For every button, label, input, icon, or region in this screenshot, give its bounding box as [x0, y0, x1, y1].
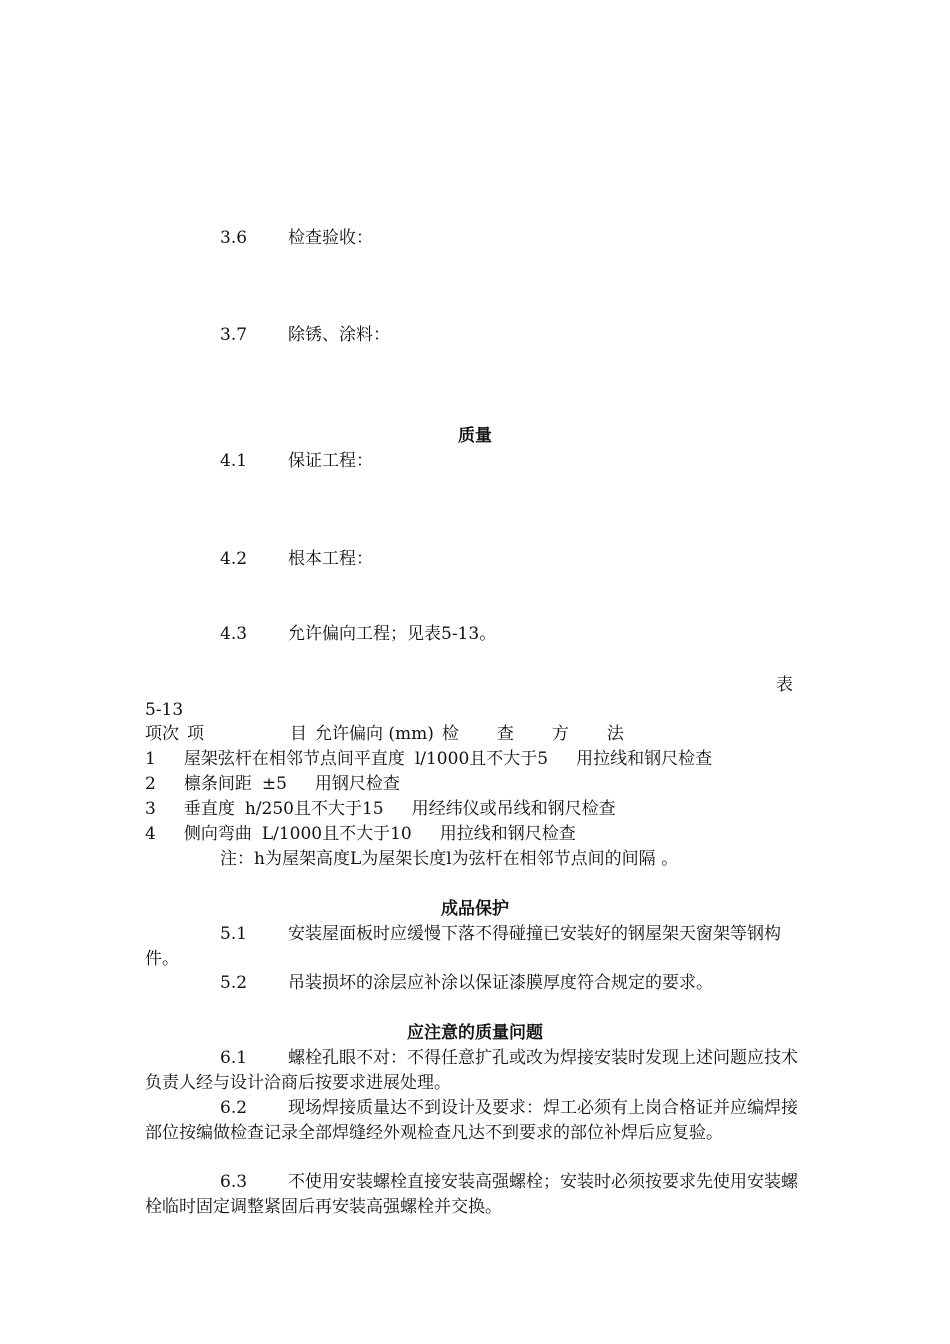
section-6-1: [145, 1046, 805, 1096]
section-text: 不使用安装螺栓直接安装高强螺栓；安装时必须按要求先使用安装螺栓临时固定调整紧固后再安装高强螺栓并交换。: [145, 1172, 798, 1217]
table-caption-number: 5-13: [145, 700, 184, 720]
section-6-3: [145, 1170, 805, 1220]
section-number: 6.2: [220, 1098, 248, 1118]
row-method: 用经纬仪或吊线和钢尺检查: [411, 799, 616, 819]
section-text: 保证工程：: [288, 451, 373, 471]
row-no: 3: [145, 799, 156, 819]
section-6-2: [145, 1096, 805, 1146]
section-number: 3.7: [220, 325, 248, 345]
protection-heading: 成品保护: [441, 899, 509, 919]
row-no: 4: [145, 824, 156, 844]
section-number: 5.2: [220, 973, 248, 993]
row-item: 屋架弦杆在相邻节点间平直度: [183, 749, 405, 769]
row-item: 垂直度: [183, 799, 235, 819]
header-col-method-d: 法: [606, 724, 624, 744]
section-text: 检查验收：: [288, 228, 373, 248]
row-item: 侧向弯曲: [183, 824, 252, 844]
section-text: 螺栓孔眼不对：不得任意扩孔或改为焊接安装时发现上述问题应技术负责人经与设计洽商后按要求进展处理。: [145, 1048, 798, 1093]
table-row: [145, 822, 576, 847]
section-text: 允许偏向工程；见表5-13。: [288, 624, 497, 644]
row-tolerance: h/250且不大于15: [244, 799, 384, 819]
section-text: 现场焊接质量达不到设计及要求：焊工必须有上岗合格证并应编焊接部位按编做检查记录全部焊缝经外观检查凡达不到要求的部位补焊后应复验。: [145, 1098, 798, 1143]
table-note: 注：h为屋架高度L为屋架长度l为弦杆在相邻节点间的间隔 。: [220, 849, 679, 869]
header-col-item-b: 目: [290, 724, 307, 744]
section-number: 4.3: [220, 624, 248, 644]
row-tolerance: l/1000且不大于5: [414, 749, 549, 769]
section-number: 4.2: [220, 549, 248, 569]
table-row: [145, 747, 712, 772]
header-col-tolerance: 允许偏向 (mm): [315, 724, 434, 744]
header-col-method-a: 检: [441, 724, 459, 744]
section-number: 5.1: [220, 924, 248, 944]
row-method: 用拉线和钢尺检查: [439, 824, 576, 844]
section-text: 吊装损坏的涂层应补涂以保证漆膜厚度符合规定的要求。: [288, 973, 713, 993]
table-header-row: [145, 722, 624, 747]
row-method: 用钢尺检查: [314, 774, 400, 794]
issues-heading: 应注意的质量问题: [407, 1023, 543, 1043]
section-number: 4.1: [220, 451, 248, 471]
section-number: 6.1: [220, 1048, 248, 1068]
table-row: [145, 797, 616, 822]
table-caption-label: 表: [776, 675, 793, 695]
section-5-1: [145, 922, 805, 972]
section-5-2: [145, 971, 805, 996]
row-no: 1: [145, 749, 156, 769]
quality-heading: 质量: [458, 426, 492, 446]
row-no: 2: [145, 774, 156, 794]
section-text: 除锈、涂料：: [288, 325, 390, 345]
section-number: 6.3: [220, 1172, 248, 1192]
row-item: 檩条间距: [183, 774, 252, 794]
section-text: 根本工程：: [288, 549, 373, 569]
row-tolerance: L/1000且不大于10: [261, 824, 412, 844]
section-number: 3.6: [220, 228, 248, 248]
table-row: [145, 772, 400, 797]
header-col-method-c: 方: [551, 724, 569, 744]
header-col-no: 项次: [145, 724, 179, 744]
row-tolerance: ±5: [261, 774, 287, 794]
row-method: 用拉线和钢尺检查: [576, 749, 713, 769]
header-col-item-a: 项: [187, 724, 204, 744]
header-col-method-b: 查: [496, 724, 514, 744]
section-text: 安装屋面板时应缓慢下落不得碰撞已安装好的钢屋架天窗架等钢构件。: [145, 924, 781, 969]
